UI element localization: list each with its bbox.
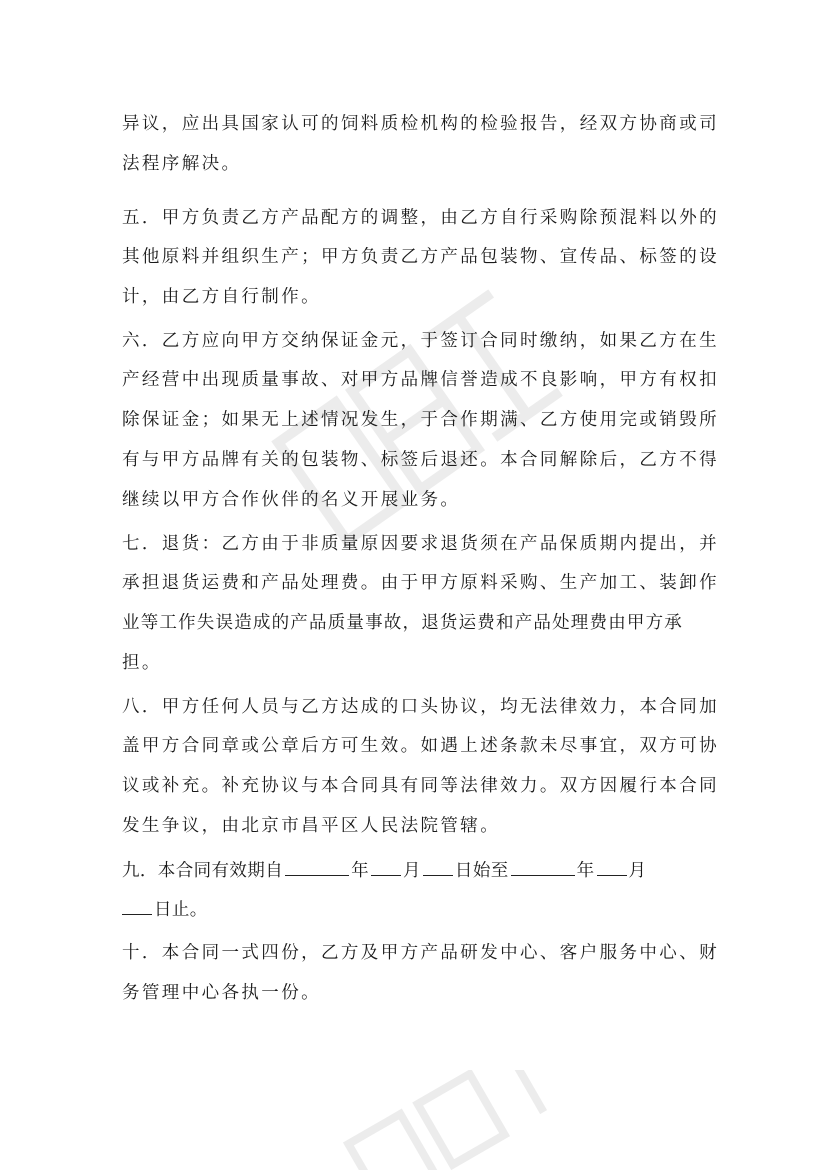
end-month-blank[interactable]: [597, 859, 627, 876]
end-year-blank[interactable]: [511, 859, 575, 876]
start-label: 日始至: [454, 861, 509, 881]
clause-7-line: 担。: [122, 653, 162, 673]
clause-7-line: 业等工作失误造成的产品质量事故，退货运费和产品处理费由甲方承: [122, 613, 683, 633]
clause-6-line: 有与甲方品牌有关的包装物、标签后退还。本合同解除后，乙方不得: [122, 450, 719, 470]
clause-10-line: 十．本合同一式四份，乙方及甲方产品研发中心、客户服务中心、财: [122, 943, 719, 963]
clause-6-line: 继续以甲方合作伙伴的名义开展业务。: [122, 490, 461, 510]
start-year-blank[interactable]: [285, 859, 349, 876]
clause-9-line: [122, 859, 646, 882]
month-label: 月: [403, 861, 421, 881]
clause-8-line: 发生争议，由北京市昌平区人民法院管辖。: [122, 816, 501, 836]
clause-6-line: 产经营中出现质量事故、对甲方品牌信誉造成不良影响，甲方有权扣: [122, 370, 719, 390]
clause-8-line: 盖甲方合同章或公章后方可生效。如遇上述条款未尽事宜，双方可协: [122, 736, 719, 756]
month-label: 月: [628, 861, 647, 881]
year-label: 年: [351, 861, 370, 881]
clause-8-line: 八．甲方任何人员与乙方达成的口头协议，均无法律效力，本合同加: [122, 697, 719, 717]
start-day-blank[interactable]: [423, 859, 453, 876]
text-line: 法程序解决。: [122, 154, 242, 174]
year-label: 年: [576, 861, 595, 881]
clause-6-line: 六．乙方应向甲方交纳保证金元，于签订合同时缴纳，如果乙方在生: [122, 331, 719, 351]
clause-5-line: 计，由乙方自行制作。: [122, 287, 321, 307]
start-month-blank[interactable]: [371, 859, 401, 876]
clause-10-line: 务管理中心各执一份。: [122, 983, 321, 1003]
clause-7-line: 承担退货运费和产品处理费。由于甲方原料采购、生产加工、装卸作: [122, 573, 719, 593]
clause-5-line: 其他原料并组织生产；甲方负责乙方产品包装物、宣传品、标签的设: [122, 247, 719, 267]
end-label: 日止。: [154, 900, 208, 920]
text-line: 异议，应出具国家认可的饲料质检机构的检验报告，经双方协商或司: [122, 114, 719, 134]
clause-8-line: 议或补充。补充协议与本合同具有同等法律效力。双方因履行本合同: [122, 776, 719, 796]
clause-6-line: 除保证金；如果无上述情况发生，于合作期满、乙方使用完或销毁所: [122, 410, 719, 430]
clause-7-line: 七．退货：乙方由于非质量原因要求退货须在产品保质期内提出，并: [122, 534, 719, 554]
clause-9-line: [122, 898, 208, 921]
clause-5-line: 五．甲方负责乙方产品配方的调整，由乙方自行采购除预混料以外的: [122, 208, 719, 228]
watermark: [330, 1070, 570, 1170]
end-day-blank[interactable]: [122, 898, 152, 915]
clause-9-prefix: 九．本合同有效期自: [122, 861, 284, 881]
